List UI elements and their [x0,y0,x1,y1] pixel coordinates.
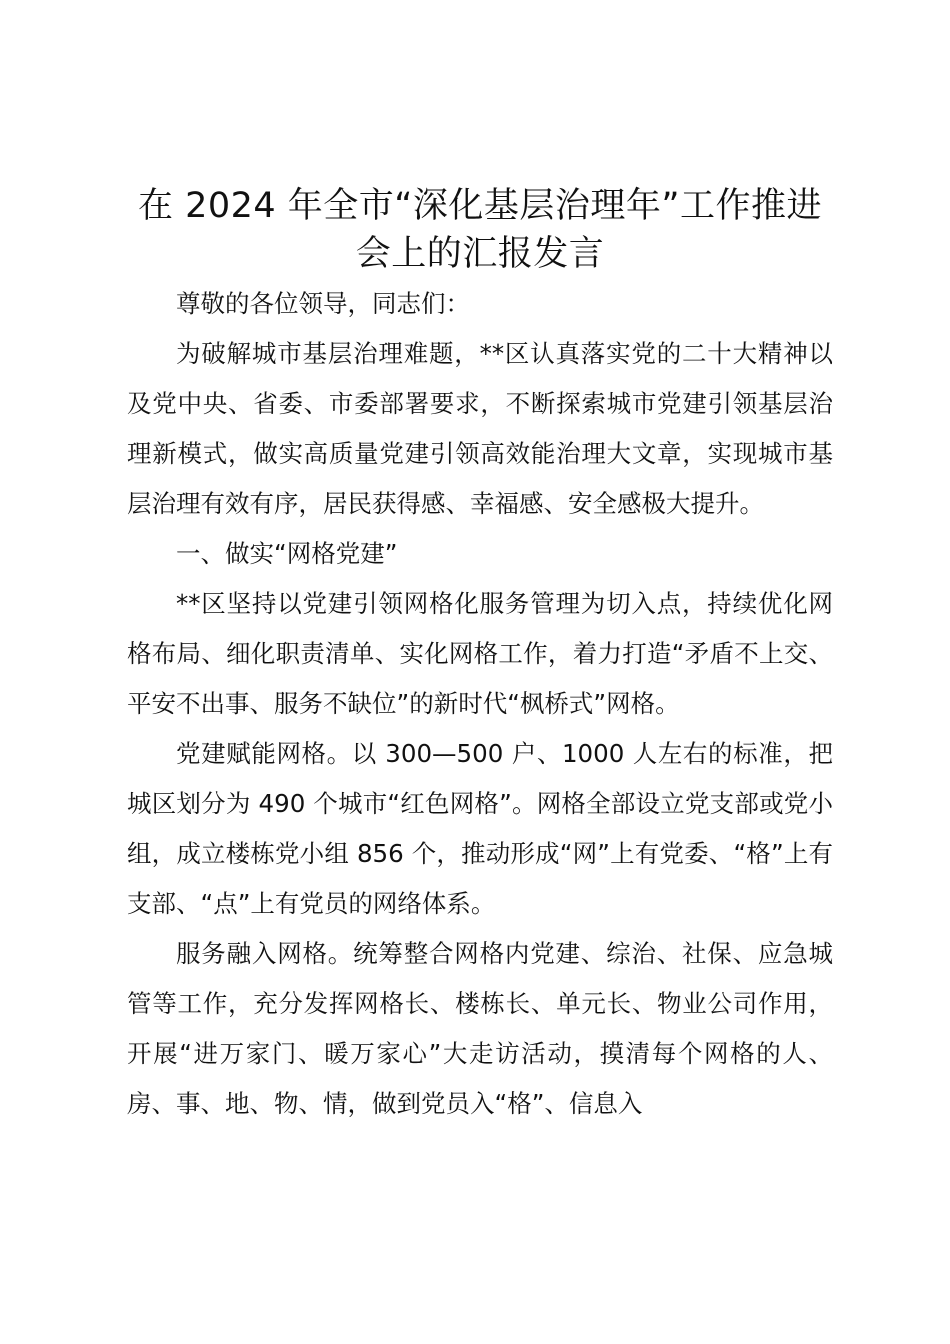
title-line-1: 在 2024 年全市“深化基层治理年”工作推进 [137,186,823,226]
document-title [110,182,850,278]
salutation: 尊敬的各位领导，同志们： [176,289,470,318]
title-line-2: 会上的汇报发言 [355,234,605,274]
grid-empowerment-paragraph: 党建赋能网格。以 300—500 户、1000 人左右的标准，把城区划分为 490 个城市“红色网格”。网格全部设立党支部或党小组，成立楼栋党小组 856 个，推动形成“网”上有党委、“格”上有支部、“点”上有党员的网络体系。 [127,739,833,918]
intro-paragraph: 为破解城市基层治理难题，**区认真落实党的二十大精神以及党中央、省委、市委部署要求，不断探索城市党建引领基层治理新模式，做实高质量党建引领高效能治理大文章，实现城市基层治理有效有序，居民获得感、幸福感、安全感极大提升。 [127,339,833,518]
service-integration-paragraph: 服务融入网格。统筹整合网格内党建、综治、社保、应急城管等工作，充分发挥网格长、楼栋长、单元长、物业公司作用，开展“进万家门、暖万家心”大走访活动，摸清每个网格的人、房、事、地、物、情，做到党员入“格”、信息入 [127,939,833,1118]
section-heading-1: 一、做实“网格党建” [176,539,398,568]
document-body [127,279,833,1129]
section-1-paragraph: **区坚持以党建引领网格化服务管理为切入点，持续优化网格布局、细化职责清单、实化网格工作，着力打造“矛盾不上交、平安不出事、服务不缺位”的新时代“枫桥式”网格。 [127,589,833,718]
